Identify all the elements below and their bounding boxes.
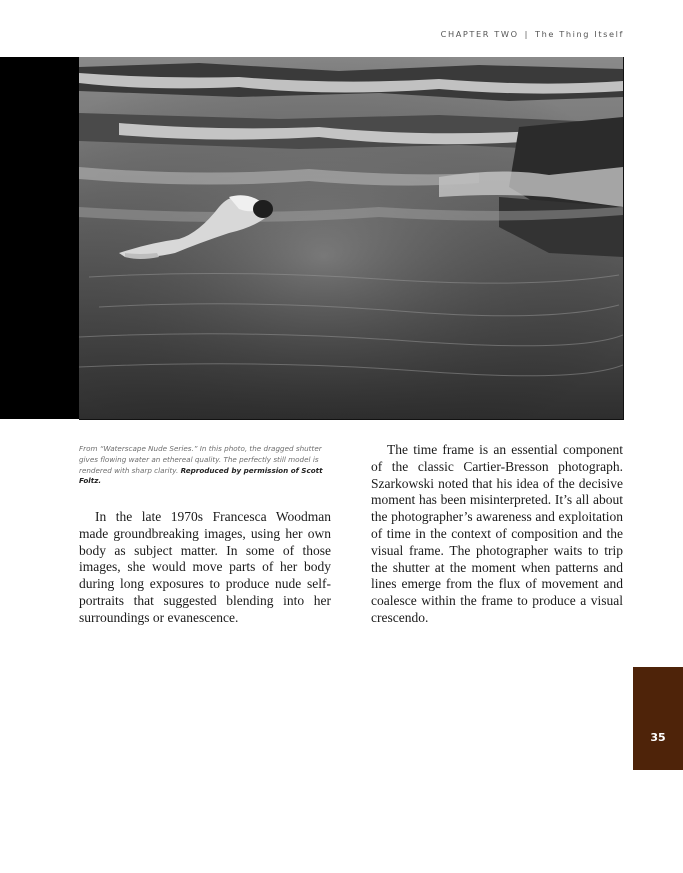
running-head bbox=[441, 29, 624, 39]
figure-caption bbox=[79, 444, 331, 487]
paragraph-time-frame: The time frame is an essential component of the classic Cartier-Bresson photograph. Szarkowski noted that his idea of the decisive moment has been misinterpreted. It’s all about the photographer’s awareness and exploitation of time in the context of composition and the visual frame. The photographer waits to trip the shutter at the moment when patterns and lines emerge from the flux of movement and coalesce within the frame to produce a visual crescendo. bbox=[371, 442, 623, 625]
black-band bbox=[0, 57, 79, 419]
paragraph-woodman: In the late 1970s Francesca Woodman made groundbreaking images, using her own body as subject matter. In some of those images, she would move parts of her body during long exposures to produce nude self-portraits that suggested blending into her surroundings or evanescence. bbox=[79, 509, 331, 625]
section-title: The Thing Itself bbox=[535, 29, 624, 39]
header-separator: | bbox=[524, 29, 530, 39]
page-number-tab bbox=[633, 667, 683, 770]
caption-credit: Reproduced by permission of Scott Foltz. bbox=[79, 465, 323, 486]
caption-text: From “Waterscape Nude Series.” In this photo, the dragged shutter gives flowing water an ethereal quality. The perfectly still model is rendered with sharp clarity. bbox=[79, 444, 322, 475]
photo-illustration bbox=[79, 57, 623, 419]
body-column-left bbox=[79, 509, 331, 627]
page-number: 35 bbox=[650, 731, 666, 744]
chapter-label: CHAPTER TWO bbox=[440, 29, 519, 39]
photo-waterscape-nude bbox=[79, 57, 624, 420]
body-column-right bbox=[371, 442, 623, 627]
